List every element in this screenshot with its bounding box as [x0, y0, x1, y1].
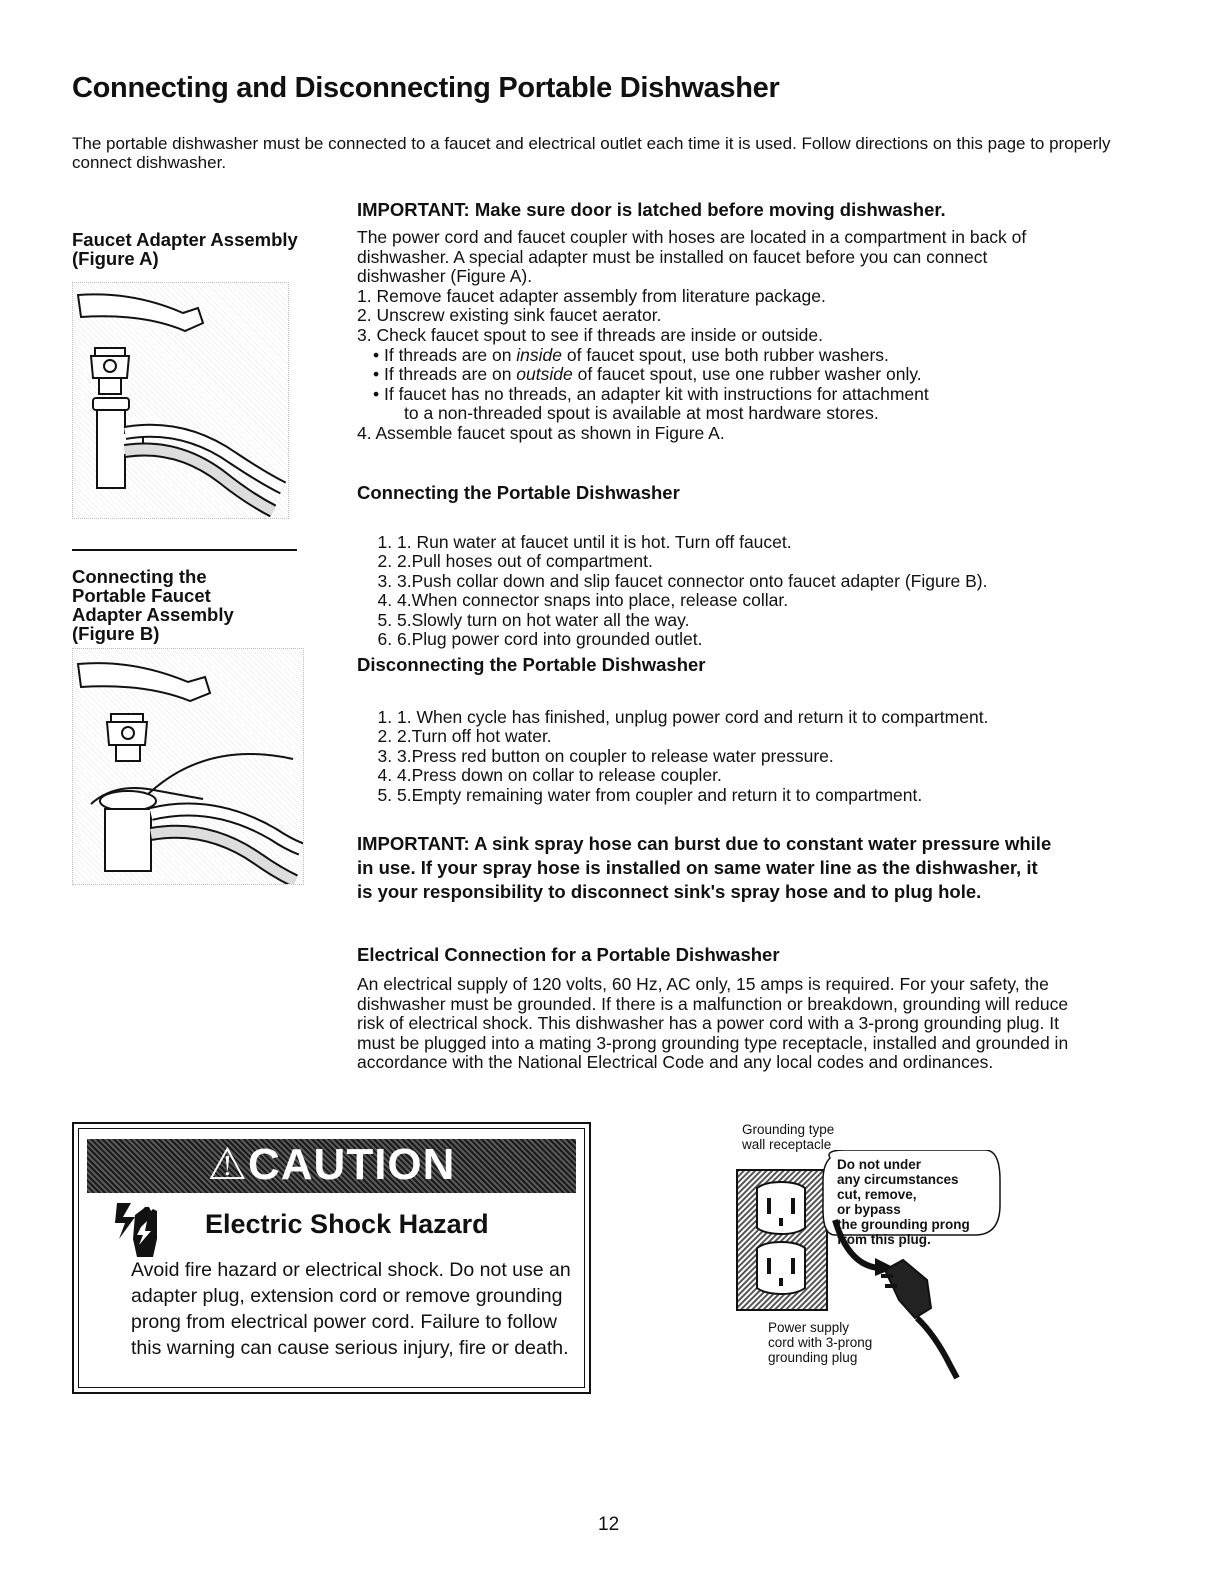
important-spray-hose-note: IMPORTANT: A sink spray hose can burst due to constant water pressure while in use. If your spray hose is installed on same water line as the dishwasher, it is your responsibility to disconnect sink's spray hose and to plug hole.	[357, 833, 1052, 902]
list-item: 4. Assemble faucet spout as shown in Figure A.	[357, 422, 725, 443]
list-item: 2. 2.Turn off hot water.	[397, 727, 1117, 747]
left-divider	[72, 549, 297, 551]
connect-adapter-drawing	[73, 649, 303, 884]
page-title: Connecting and Disconnecting Portable Dishwasher	[72, 72, 780, 104]
connecting-steps	[357, 533, 1117, 651]
list-item: 5. 5.Slowly turn on hot water all the way.	[397, 611, 1117, 631]
list-item-continuation: to a non-threaded spout is available at most hardware stores.	[404, 403, 879, 424]
list-item: 1. 1. When cycle has finished, unplug power cord and return it to compartment.	[397, 708, 1117, 728]
faucet-adapter-drawing	[73, 283, 288, 518]
list-item: 2. Unscrew existing sink faucet aerator.	[357, 305, 662, 326]
figure-a-caption: Faucet Adapter Assembly (Figure A)	[72, 229, 298, 269]
list-item: 1. Remove faucet adapter assembly from literature package.	[357, 285, 826, 306]
hazard-text: Avoid fire hazard or electrical shock. Do not use an adapter plug, extension cord or remove grounding prong from electrical power cord. Failure to follow this warning can cause serious injury, fire or death.	[131, 1259, 571, 1359]
hazard-title: Electric Shock Hazard	[205, 1209, 489, 1239]
list-item: 3. 3.Push collar down and slip faucet connector onto faucet adapter (Figure B).	[397, 572, 1117, 592]
plug-label: Power supply cord with 3-prong grounding plug	[768, 1320, 873, 1365]
page-number: 12	[598, 1514, 620, 1535]
important-latch-note: IMPORTANT: Make sure door is latched before moving dishwasher.	[357, 199, 946, 220]
disconnecting-heading: Disconnecting the Portable Dishwasher	[357, 654, 706, 675]
caution-banner: ⚠CAUTION	[87, 1139, 576, 1193]
electric-shock-icon	[109, 1199, 169, 1261]
warning-bubble-text: Do not under any circumstances cut, remove, or bypass the grounding prong from this plug.	[837, 1157, 970, 1247]
adapter-steps	[357, 287, 1077, 444]
figure-b-illustration	[72, 648, 304, 885]
warning-triangle-icon: ⚠	[207, 1140, 248, 1189]
list-item: 4. 4.When connector snaps into place, release collar.	[397, 591, 1117, 611]
disconnecting-steps	[357, 708, 1117, 806]
adapter-paragraph: The power cord and faucet coupler with hoses are located in a compartment in back of dishwasher. A special adapter must be installed on faucet before you can connect dishwasher (Figure A).	[357, 227, 1027, 287]
electrical-heading: Electrical Connection for a Portable Dishwasher	[357, 944, 780, 965]
receptacle-label: Grounding type wall receptacle	[742, 1122, 835, 1152]
electrical-paragraph: An electrical supply of 120 volts, 60 Hz, AC only, 15 amps is required. For your safety, the dishwasher must be grounded. If there is a malfunction or breakdown, grounding will reduce risk of electrical shock. This dishwasher has a power cord with a 3-prong grounding plug. It must be plugged into a mating 3-prong grounding type receptacle, installed and grounded in accordance with the National Electrical Code and any local codes and ordinances.	[357, 974, 1069, 1073]
list-item-bullet: • If faucet has no threads, an adapter kit with instructions for attachment	[373, 383, 929, 404]
list-item: 1. 1. Run water at faucet until it is hot. Turn off faucet.	[397, 533, 1117, 553]
intro-paragraph: The portable dishwasher must be connected to a faucet and electrical outlet each time it is used. Follow directions on this page to properly connect dishwasher.	[72, 134, 1111, 172]
connecting-heading: Connecting the Portable Dishwasher	[357, 482, 680, 503]
list-item: 3. Check faucet spout to see if threads are inside or outside.	[357, 324, 823, 345]
list-item: 4. 4.Press down on collar to release coupler.	[397, 766, 1117, 786]
list-item-bullet: • If threads are on inside of faucet spout, use both rubber washers.	[373, 344, 889, 365]
figure-a-illustration	[72, 282, 289, 519]
figure-b-caption: Connecting the Portable Faucet Adapter Assembly (Figure B)	[72, 566, 234, 644]
list-item: 6. 6.Plug power cord into grounded outlet.	[397, 630, 1117, 650]
list-item: 5. 5.Empty remaining water from coupler and return it to compartment.	[397, 786, 1117, 806]
caution-box	[72, 1122, 591, 1394]
list-item: 2. 2.Pull hoses out of compartment.	[397, 552, 1117, 572]
adapter-instructions	[357, 228, 1077, 444]
list-item: 3. 3.Press red button on coupler to release water pressure.	[397, 747, 1117, 767]
list-item-bullet: • If threads are on outside of faucet spout, use one rubber washer only.	[373, 364, 922, 385]
